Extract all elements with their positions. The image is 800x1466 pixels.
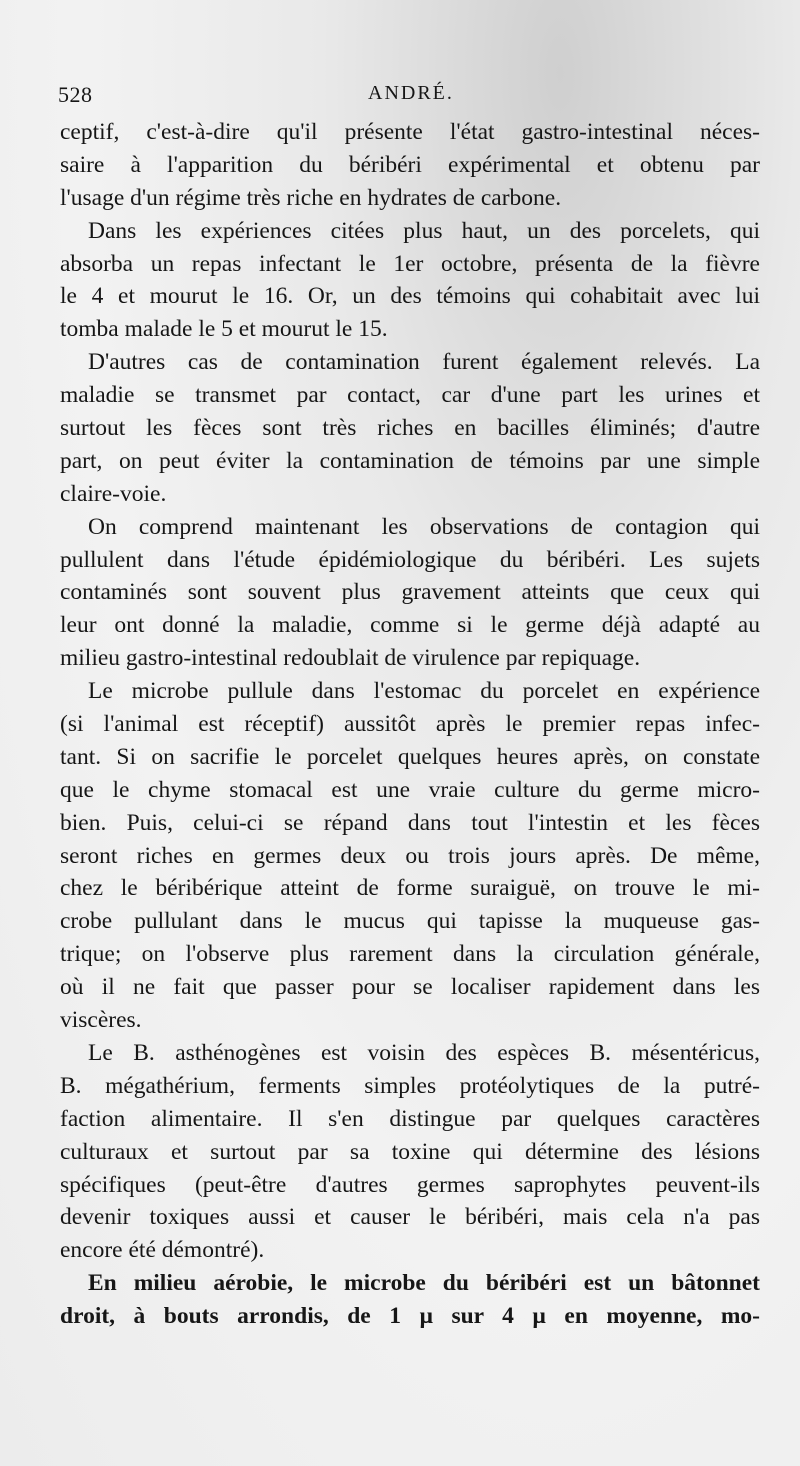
text-line: absorba un repas infectant le 1er octobre, présenta de la fièvre (60, 250, 760, 277)
page-header (58, 82, 758, 112)
text-line: droit, à bouts arrondis, de 1 µ sur 4 µ en moyenne, mo- (60, 1303, 760, 1330)
text-line: leur ont donné la maladie, comme si le germe déjà adapté au (60, 612, 760, 639)
page-number: 528 (58, 82, 93, 107)
text-line: milieu gastro-intestinal redoublait de virulence par repiquage. (60, 645, 641, 672)
text-line: B. mégathérium, ferments simples protéolytiques de la putré- (60, 1072, 760, 1099)
text-line: bien. Puis, celui-ci se répand dans tout l'intestin et les fèces (60, 809, 760, 836)
text-line: tant. Si on sacrifie le porcelet quelques heures après, on constate (60, 743, 760, 770)
text-line: trique; on l'observe plus rarement dans la circulation générale, (60, 941, 760, 968)
text-line: part, on peut éviter la contamination de témoins par une simple (60, 447, 760, 474)
text-line: pullulent dans l'étude épidémiologique du béribéri. Les sujets (60, 546, 760, 573)
text-line: maladie se transmet par contact, car d'une part les urines et (60, 382, 760, 409)
text-line: ceptif, c'est-à-dire qu'il présente l'état gastro-intestinal néces- (60, 119, 760, 145)
text-line: Dans les expériences citées plus haut, un des porcelets, qui (88, 217, 760, 244)
text-line: seront riches en germes deux ou trois jours après. De même, (60, 842, 760, 869)
text-line: que le chyme stomacal est une vraie culture du germe micro- (60, 776, 760, 803)
text-line: faction alimentaire. Il s'en distingue par quelques caractères (60, 1105, 760, 1132)
text-line: où il ne fait que passer pour se localiser rapidement dans les (60, 974, 760, 1001)
text-line: On comprend maintenant les observations de contagion qui (88, 513, 760, 540)
text-line: saire à l'apparition du béribéri expérimental et obtenu par (60, 151, 760, 178)
text-line: En milieu aérobie, le microbe du béribéri est un bâtonnet (88, 1270, 760, 1297)
text-line: encore été démontré). (60, 1237, 265, 1264)
text-line: viscères. (60, 1007, 142, 1034)
text-line: spécifiques (peut-être d'autres germes saprophytes peuvent-ils (60, 1171, 760, 1198)
text-line: l'usage d'un régime très riche en hydrates de carbone. (60, 184, 562, 211)
text-line: crobe pullulant dans le mucus qui tapisse la muqueuse gas- (60, 908, 760, 935)
text-line: Le B. asthénogènes est voisin des espèces B. mésentéricus, (88, 1039, 760, 1066)
text-line: le 4 et mourut le 16. Or, un des témoins qui cohabitait avec lui (60, 283, 760, 310)
text-line: Le microbe pullule dans l'estomac du porcelet en expérience (88, 678, 760, 705)
body-text (60, 116, 760, 1333)
text-line: chez le béribérique atteint de forme suraiguë, on trouve le mi- (60, 875, 760, 902)
text-line: claire-voie. (60, 480, 167, 507)
text-line: surtout les fèces sont très riches en bacilles éliminés; d'autre (60, 415, 760, 442)
text-line: contaminés sont souvent plus gravement atteints que ceux qui (60, 579, 760, 606)
running-head: ANDRÉ. (368, 82, 454, 104)
text-line: D'autres cas de contamination furent également relevés. La (88, 349, 760, 376)
text-line: culturaux et surtout par sa toxine qui détermine des lésions (60, 1138, 760, 1165)
text-line: devenir toxiques aussi et causer le béribéri, mais cela n'a pas (60, 1204, 760, 1231)
text-line: (si l'animal est réceptif) aussitôt après le premier repas infec- (60, 711, 760, 738)
text-line: tomba malade le 5 et mourut le 15. (60, 316, 388, 343)
